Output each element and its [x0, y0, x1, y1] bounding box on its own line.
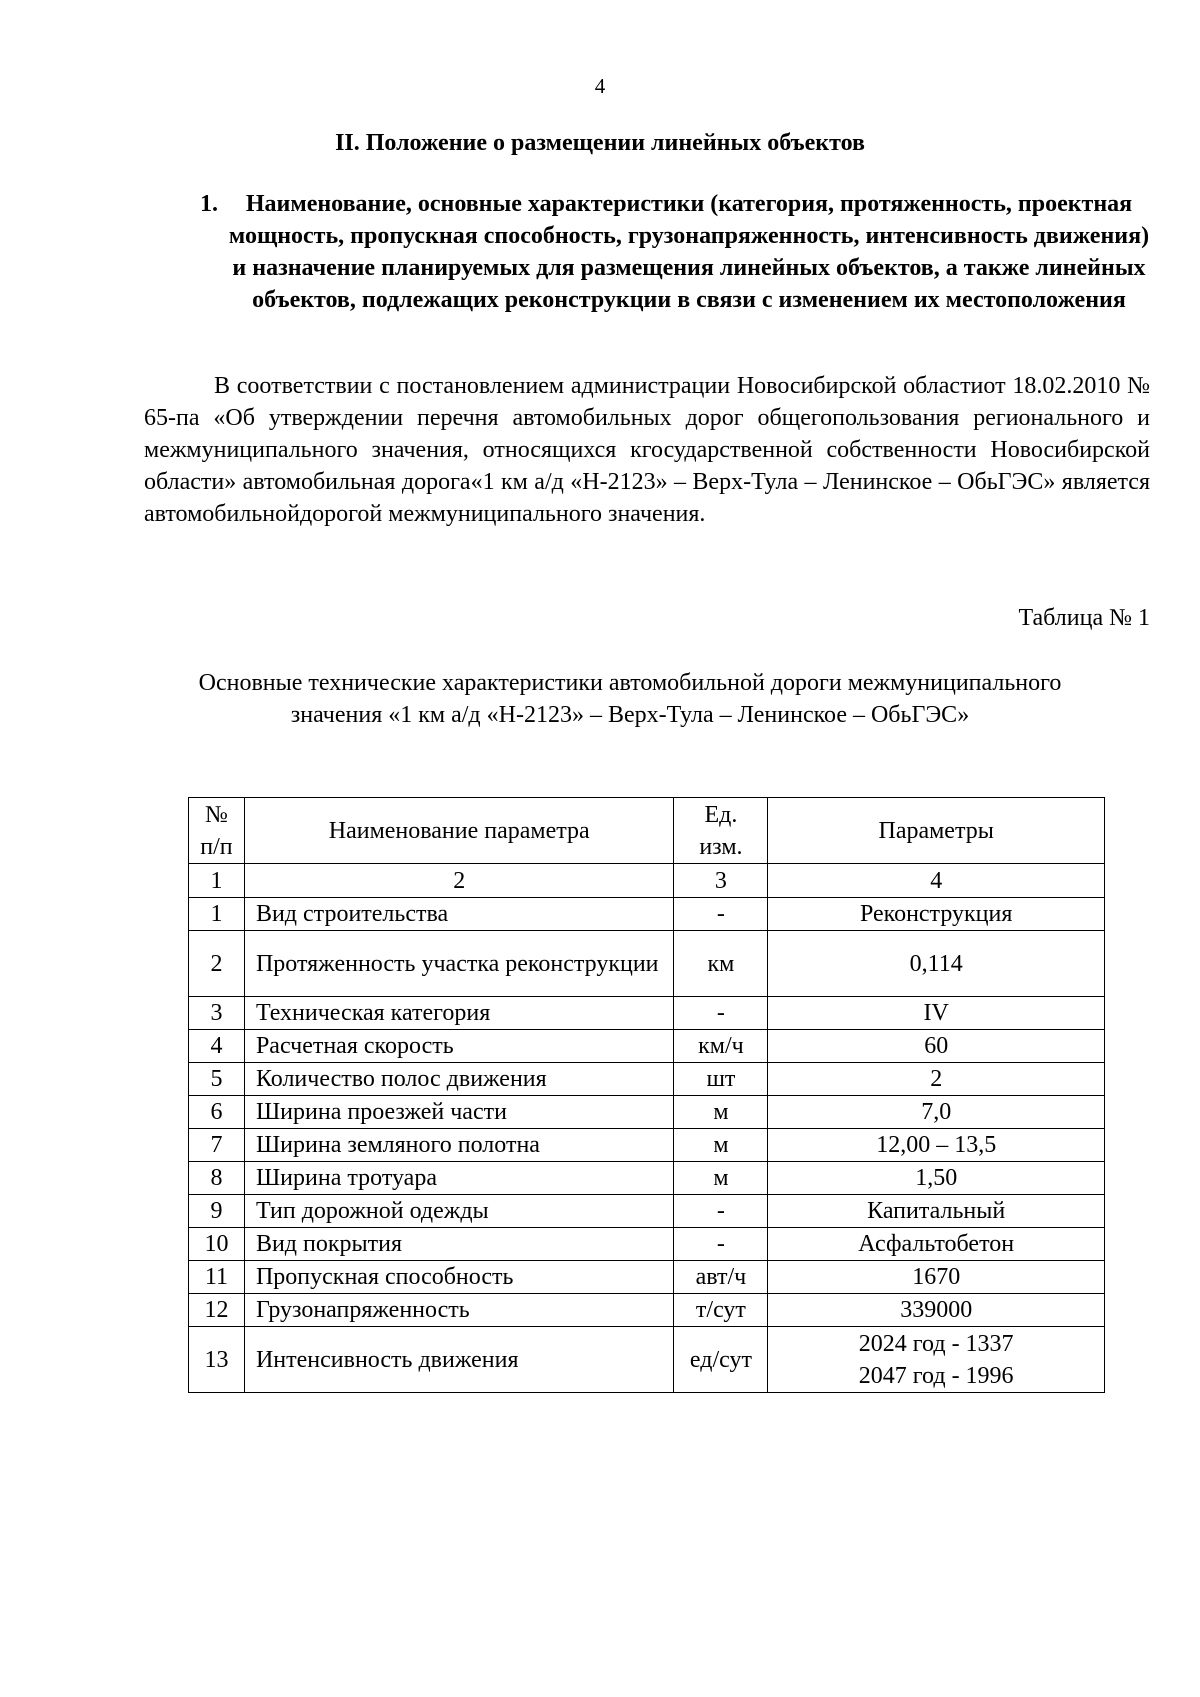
table-row: [189, 1228, 1105, 1261]
row-parameter-name: Интенсивность движения: [244, 1327, 674, 1393]
section-title: II. Положение о размещении линейных объектов: [335, 130, 865, 156]
row-number: 12: [189, 1294, 245, 1327]
row-value: [768, 1327, 1105, 1393]
row-value: 339000: [768, 1294, 1105, 1327]
table-row: [189, 997, 1105, 1030]
row-value: Реконструкция: [768, 898, 1105, 931]
row-value: IV: [768, 997, 1105, 1030]
table-caption: Основные технические характеристики автомобильной дороги межмуниципального значения «1 км а/д «Н-2123» – Верх-Тула – Ленинское – ОбьГЭС»: [198, 670, 1062, 728]
table-row: [189, 1261, 1105, 1294]
column-number: 2: [244, 864, 674, 898]
table-row: [189, 1294, 1105, 1327]
row-unit: -: [674, 1195, 768, 1228]
table-row: [189, 1030, 1105, 1063]
row-unit: км: [674, 931, 768, 997]
row-parameter-name: Тип дорожной одежды: [244, 1195, 674, 1228]
row-unit: м: [674, 1096, 768, 1129]
row-unit: -: [674, 898, 768, 931]
row-unit: м: [674, 1162, 768, 1195]
column-number: 3: [674, 864, 768, 898]
row-parameter-name: Вид строительства: [244, 898, 674, 931]
table-row: [189, 898, 1105, 931]
column-number-row: [189, 864, 1105, 898]
row-value: 1670: [768, 1261, 1105, 1294]
row-number: 5: [189, 1063, 245, 1096]
row-unit: -: [674, 997, 768, 1030]
heading-number: 1.: [200, 191, 218, 217]
row-value: 12,00 – 13,5: [768, 1129, 1105, 1162]
row-parameter-name: Протяженность участка реконструкции: [244, 931, 674, 997]
body-paragraph: В соответствии с постановлением администрации Новосибирской областиот 18.02.2010 № 65-па «Об утверждении перечня автомобильных дорог общегопользования регионального и межмуниципального значения, относящихся кгосударственной собственности Новосибирской области» автомобильная дорога«1 км а/д «Н-2123» – Верх-Тула – Ленинское – ОбьГЭС» является автомобильнойдорогой межмуниципального значения.: [144, 373, 1150, 527]
row-value: 1,50: [768, 1162, 1105, 1195]
column-number: 4: [768, 864, 1105, 898]
table-row: [189, 1063, 1105, 1096]
row-unit: км/ч: [674, 1030, 768, 1063]
table-row: [189, 931, 1105, 997]
page-number: 4: [594, 74, 606, 98]
row-parameter-name: Вид покрытия: [244, 1228, 674, 1261]
header-number: № п/п: [189, 798, 245, 864]
table-row: [189, 1129, 1105, 1162]
heading-text: Наименование, основные характеристики (категория, протяженность, проектная мощность, пропускная способность, грузонапряженность, интенсивность движения) и назначение планируемых для размещения линейных объектов, а также линейных объектов, подлежащих реконструкции в связи с изменением их местоположения: [228, 191, 1150, 313]
row-number: 11: [189, 1261, 245, 1294]
row-value-line: 2047 год - 1996: [858, 1362, 1014, 1389]
table-row: [189, 1195, 1105, 1228]
header-value: Параметры: [768, 798, 1105, 864]
row-unit: м: [674, 1129, 768, 1162]
row-number: 9: [189, 1195, 245, 1228]
row-value-line: 2024 год - 1337: [858, 1330, 1014, 1357]
row-parameter-name: Техническая категория: [244, 997, 674, 1030]
row-unit: ед/сут: [674, 1327, 768, 1393]
row-value: 2: [768, 1063, 1105, 1096]
row-parameter-name: Грузонапряженность: [244, 1294, 674, 1327]
row-number: 8: [189, 1162, 245, 1195]
table-row: [189, 1327, 1105, 1393]
header-name: Наименование параметра: [244, 798, 674, 864]
row-number: 2: [189, 931, 245, 997]
row-value: 7,0: [768, 1096, 1105, 1129]
row-parameter-name: Ширина проезжей части: [244, 1096, 674, 1129]
row-value: Асфальтобетон: [768, 1228, 1105, 1261]
table-body: [189, 898, 1105, 1393]
row-number: 7: [189, 1129, 245, 1162]
table-label: Таблица № 1: [1018, 605, 1150, 631]
row-parameter-name: Пропускная способность: [244, 1261, 674, 1294]
table-header-row: [189, 798, 1105, 864]
row-number: 6: [189, 1096, 245, 1129]
column-number: 1: [189, 864, 245, 898]
row-number: 3: [189, 997, 245, 1030]
row-parameter-name: Расчетная скорость: [244, 1030, 674, 1063]
row-unit: т/сут: [674, 1294, 768, 1327]
row-number: 1: [189, 898, 245, 931]
section-heading: [200, 188, 1150, 316]
row-number: 4: [189, 1030, 245, 1063]
table-row: [189, 1096, 1105, 1129]
row-parameter-name: Количество полос движения: [244, 1063, 674, 1096]
row-value: 60: [768, 1030, 1105, 1063]
row-number: 13: [189, 1327, 245, 1393]
row-number: 10: [189, 1228, 245, 1261]
parameters-table: [188, 797, 1105, 1393]
row-value: Капитальный: [768, 1195, 1105, 1228]
header-unit: Ед. изм.: [674, 798, 768, 864]
row-unit: -: [674, 1228, 768, 1261]
row-unit: шт: [674, 1063, 768, 1096]
row-parameter-name: Ширина земляного полотна: [244, 1129, 674, 1162]
row-parameter-name: Ширина тротуара: [244, 1162, 674, 1195]
row-value: 0,114: [768, 931, 1105, 997]
row-unit: авт/ч: [674, 1261, 768, 1294]
table-row: [189, 1162, 1105, 1195]
